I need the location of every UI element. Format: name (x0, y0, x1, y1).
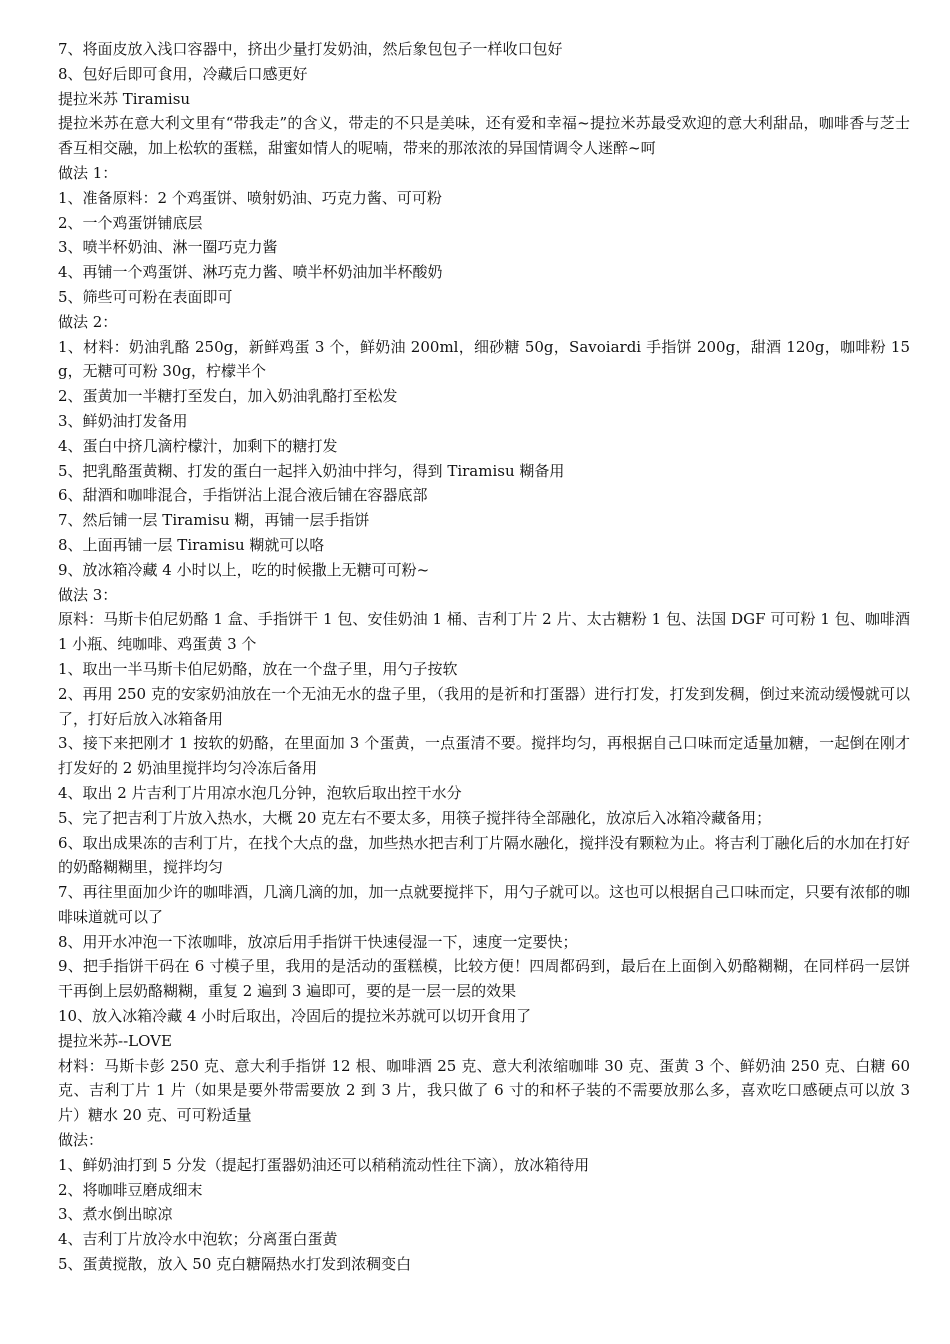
document-page (58, 37, 910, 1277)
method-2-step-5: 5、把乳酪蛋黄糊、打发的蛋白一起拌入奶油中拌匀，得到 Tiramisu 糊备用 (58, 461, 565, 480)
method-3-heading: 做法 3： (58, 585, 118, 604)
method-2-step-7: 7、然后铺一层 Tiramisu 糊，再铺一层手指饼 (58, 511, 370, 530)
method-2-step-2: 2、蛋黄加一半糖打至发白，加入奶油乳酪打至松发 (58, 387, 398, 406)
method-1-step-3: 3、喷半杯奶油、淋一圈巧克力酱 (58, 238, 278, 257)
love-step-3: 3、煮水倒出晾凉 (58, 1205, 173, 1224)
method-1-step-5: 5、筛些可可粉在表面即可 (58, 287, 233, 306)
step-7-wrap-filling: 7、将面皮放入浅口容器中，挤出少量打发奶油，然后象包包子一样收口包好 (58, 40, 563, 58)
method-3-step-4: 4、取出 2 片吉利丁片用凉水泡几分钟，泡软后取出控干水分 (58, 783, 462, 802)
method-1-heading: 做法 1： (58, 163, 118, 182)
method-3-ingredients: 原料：马斯卡伯尼奶酪 1 盒、手指饼干 1 包、安佳奶油 1 桶、吉利丁片 2 片、太古糖粉 1 包、法国 DGF 可可粉 1 包、咖啡酒 1 小瓶、纯咖啡、鸡蛋黄 3 个 (58, 610, 910, 654)
tiramisu-intro-paragraph: 提拉米苏在意大利文里有“带我走”的含义，带走的不只是美味，还有爱和幸福~提拉米苏最受欢迎的意大利甜品，咖啡香与芝士香互相交融，加上松软的蛋糕，甜蜜如情人的呢喃，带来的那浓浓的异国情调令人迷醉~呵 (58, 114, 910, 158)
method-3-step-2: 2、再用 250 克的安家奶油放在一个无油无水的盘子里，（我用的是祈和打蛋器）进行打发，打发到发稠，倒过来流动缓慢就可以了，打好后放入冰箱备用 (58, 684, 910, 728)
method-3-step-8: 8、用开水冲泡一下浓咖啡，放凉后用手指饼干快速侵湿一下，速度一定要快； (58, 932, 578, 951)
love-step-2: 2、将咖啡豆磨成细末 (58, 1180, 203, 1199)
method-2-step-4: 4、蛋白中挤几滴柠檬汁，加剩下的糖打发 (58, 436, 338, 455)
method-3-step-3: 3、接下来把刚才 1 按软的奶酪，在里面加 3 个蛋黄，一点蛋清不要。搅拌均匀，再根据自己口味而定适量加糖，一起倒在刚才打发好的 2 奶油里搅拌均匀冷冻后备用 (58, 734, 910, 778)
love-method-heading: 做法： (58, 1131, 104, 1150)
method-3-step-10: 10、放入冰箱冷藏 4 小时后取出，冷固后的提拉米苏就可以切开食用了 (58, 1007, 532, 1026)
section-title-tiramisu-love: 提拉米苏--LOVE (58, 1031, 172, 1050)
method-2-step-3: 3、鲜奶油打发备用 (58, 411, 188, 430)
method-3-step-7: 7、再往里面加少许的咖啡酒，几滴几滴的加，加一点就要搅拌下，用勺子就可以。这也可以根据自己口味而定，只要有浓郁的咖啡味道就可以了 (58, 883, 910, 926)
step-8-serve: 8、包好后即可食用，冷藏后口感更好 (58, 64, 308, 83)
method-1-step-4: 4、再铺一个鸡蛋饼、淋巧克力酱、喷半杯奶油加半杯酸奶 (58, 263, 443, 282)
method-3-step-5: 5、完了把吉利丁片放入热水，大概 20 克左右不要太多，用筷子搅拌待全部融化，放凉后入冰箱冷藏备用； (58, 808, 772, 827)
method-3-step-9: 9、把手指饼干码在 6 寸模子里，我用的是活动的蛋糕模，比较方便！四周都码到，最后在上面倒入奶酪糊糊，在同样码一层饼干再倒上层奶酪糊糊，重复 2 遍到 3 遍即可，要的是一层一层的效果 (58, 957, 910, 1001)
section-title-tiramisu: 提拉米苏 Tiramisu (58, 89, 191, 108)
method-2-heading: 做法 2： (58, 312, 118, 331)
method-1-step-2: 2、一个鸡蛋饼铺底层 (58, 213, 203, 232)
method-2-step-8: 8、上面再铺一层 Tiramisu 糊就可以咯 (58, 535, 325, 554)
method-2-step-1-ingredients: 1、材料：奶油乳酪 250g，新鲜鸡蛋 3 个，鲜奶油 200ml，细砂糖 50g，Savoiardi 手指饼 200g，甜酒 120g，咖啡粉 15g，无糖可可粉 30g，柠檬半个 (58, 337, 910, 381)
method-2-step-9: 9、放冰箱冷藏 4 小时以上，吃的时候撒上无糖可可粉~ (58, 560, 430, 579)
love-step-5: 5、蛋黄搅散，放入 50 克白糖隔热水打发到浓稠变白 (58, 1255, 412, 1274)
love-step-4: 4、吉利丁片放冷水中泡软；分离蛋白蛋黄 (58, 1230, 338, 1249)
method-1-step-1: 1、准备原料：2 个鸡蛋饼、喷射奶油、巧克力酱、可可粉 (58, 188, 442, 207)
method-3-step-6: 6、取出成果冻的吉利丁片，在找个大点的盘，加些热水把吉利丁片隔水融化，搅拌没有颗粒为止。将吉利丁融化后的水加在打好的奶酪糊糊里，搅拌均匀 (58, 833, 910, 877)
method-3-step-1: 1、取出一半马斯卡伯尼奶酪，放在一个盘子里，用勺子按软 (58, 659, 458, 678)
love-step-1: 1、鲜奶油打到 5 分发（提起打蛋器奶油还可以稍稍流动性往下滴），放冰箱待用 (58, 1155, 590, 1174)
love-ingredients: 材料：马斯卡彭 250 克、意大利手指饼 12 根、咖啡酒 25 克、意大利浓缩咖啡 30 克、蛋黄 3 个、鲜奶油 250 克、白糖 60 克、吉利丁片 1 片（如果是要外带需要放 2 到 3 片，我只做了 6 寸的和杯子装的不需要放那么多，喜欢吃口感硬点可以放 3 片）糖水 20 克、可可粉适量 (58, 1056, 910, 1125)
method-2-step-6: 6、甜酒和咖啡混合，手指饼沾上混合液后铺在容器底部 (58, 486, 428, 505)
